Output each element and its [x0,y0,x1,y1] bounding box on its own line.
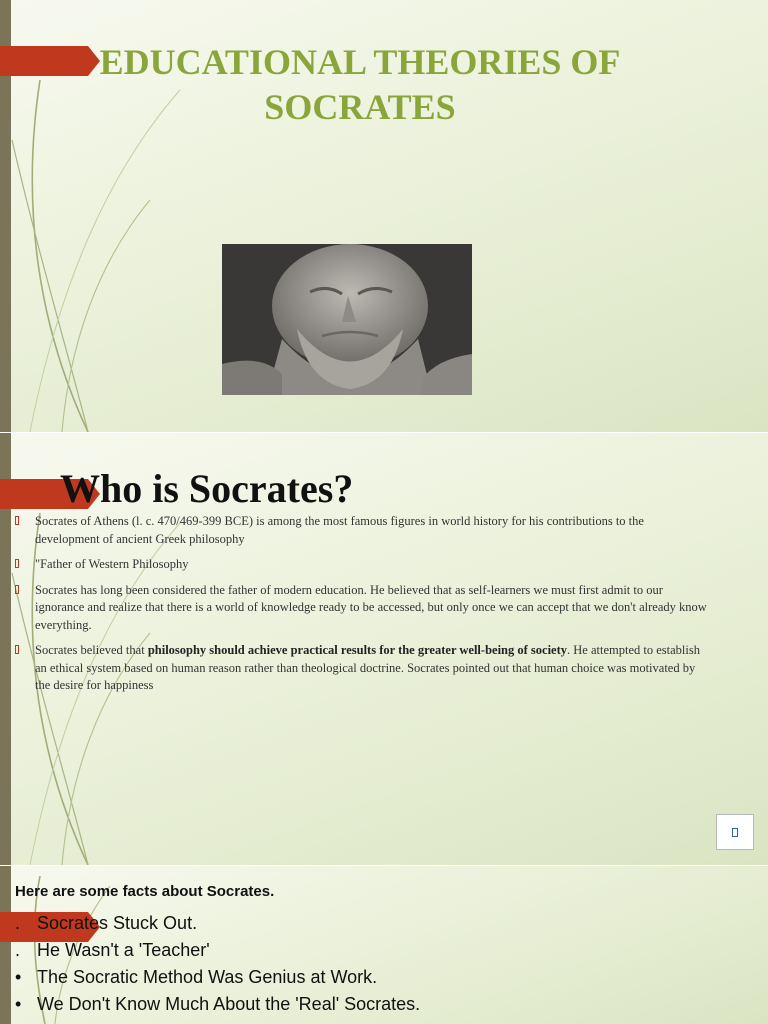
bullet-marker-icon [15,559,19,568]
fact-item: • The Socratic Method Was Genius at Work. [15,964,420,991]
facts-list [15,910,420,1018]
fact-item: . He Wasn't a 'Teacher' [15,937,420,964]
fact-item: • We Don't Know Much About the 'Real' Socrates. [15,991,420,1018]
bullet-item: "Father of Western Philosophy [15,556,710,574]
bullet-marker-icon [15,516,19,525]
slide-title-text: EDUCATIONAL THEORIES OF SOCRATES [99,42,621,128]
slide-who-is-socrates [0,433,768,865]
bullet-item: Socrates of Athens (l. c. 470/469-399 BCE) is among the most famous figures in world history for his contributions to the development of ancient Greek philosophy [15,513,710,548]
slide-facts [0,866,768,1024]
bullet-item: Socrates believed that philosophy should achieve practical results for the greater well-being of society. He attempted to establish an ethical system based on human reason rather than theological doctrine. Socrates pointed out that human choice was motivated by the desire for happiness [15,642,710,695]
fact-item: . Socrates Stuck Out. [15,910,420,937]
bullet-marker-icon [15,585,19,594]
socrates-bust-image [222,244,472,395]
bullet-item: Socrates has long been considered the father of modern education. He believed that as self-learners we must first admit to our ignorance and realize that there is a world of knowledge ready to be accessed, but only once we can accept that we don't already know everything. [15,582,710,635]
side-bar [0,866,11,1024]
slide-heading: Who is Socrates? [60,466,354,511]
slide-title [0,0,768,432]
fact-marker: . [15,913,21,933]
fact-marker: • [15,994,22,1014]
fact-marker: . [15,940,21,960]
facts-heading: Here are some facts about Socrates. [15,883,275,900]
fact-marker: • [15,967,22,987]
slide-nav-button[interactable] [716,814,754,850]
bullet-marker-icon [15,645,19,654]
broken-glyph-icon [732,828,738,837]
bullet-list [15,513,710,703]
